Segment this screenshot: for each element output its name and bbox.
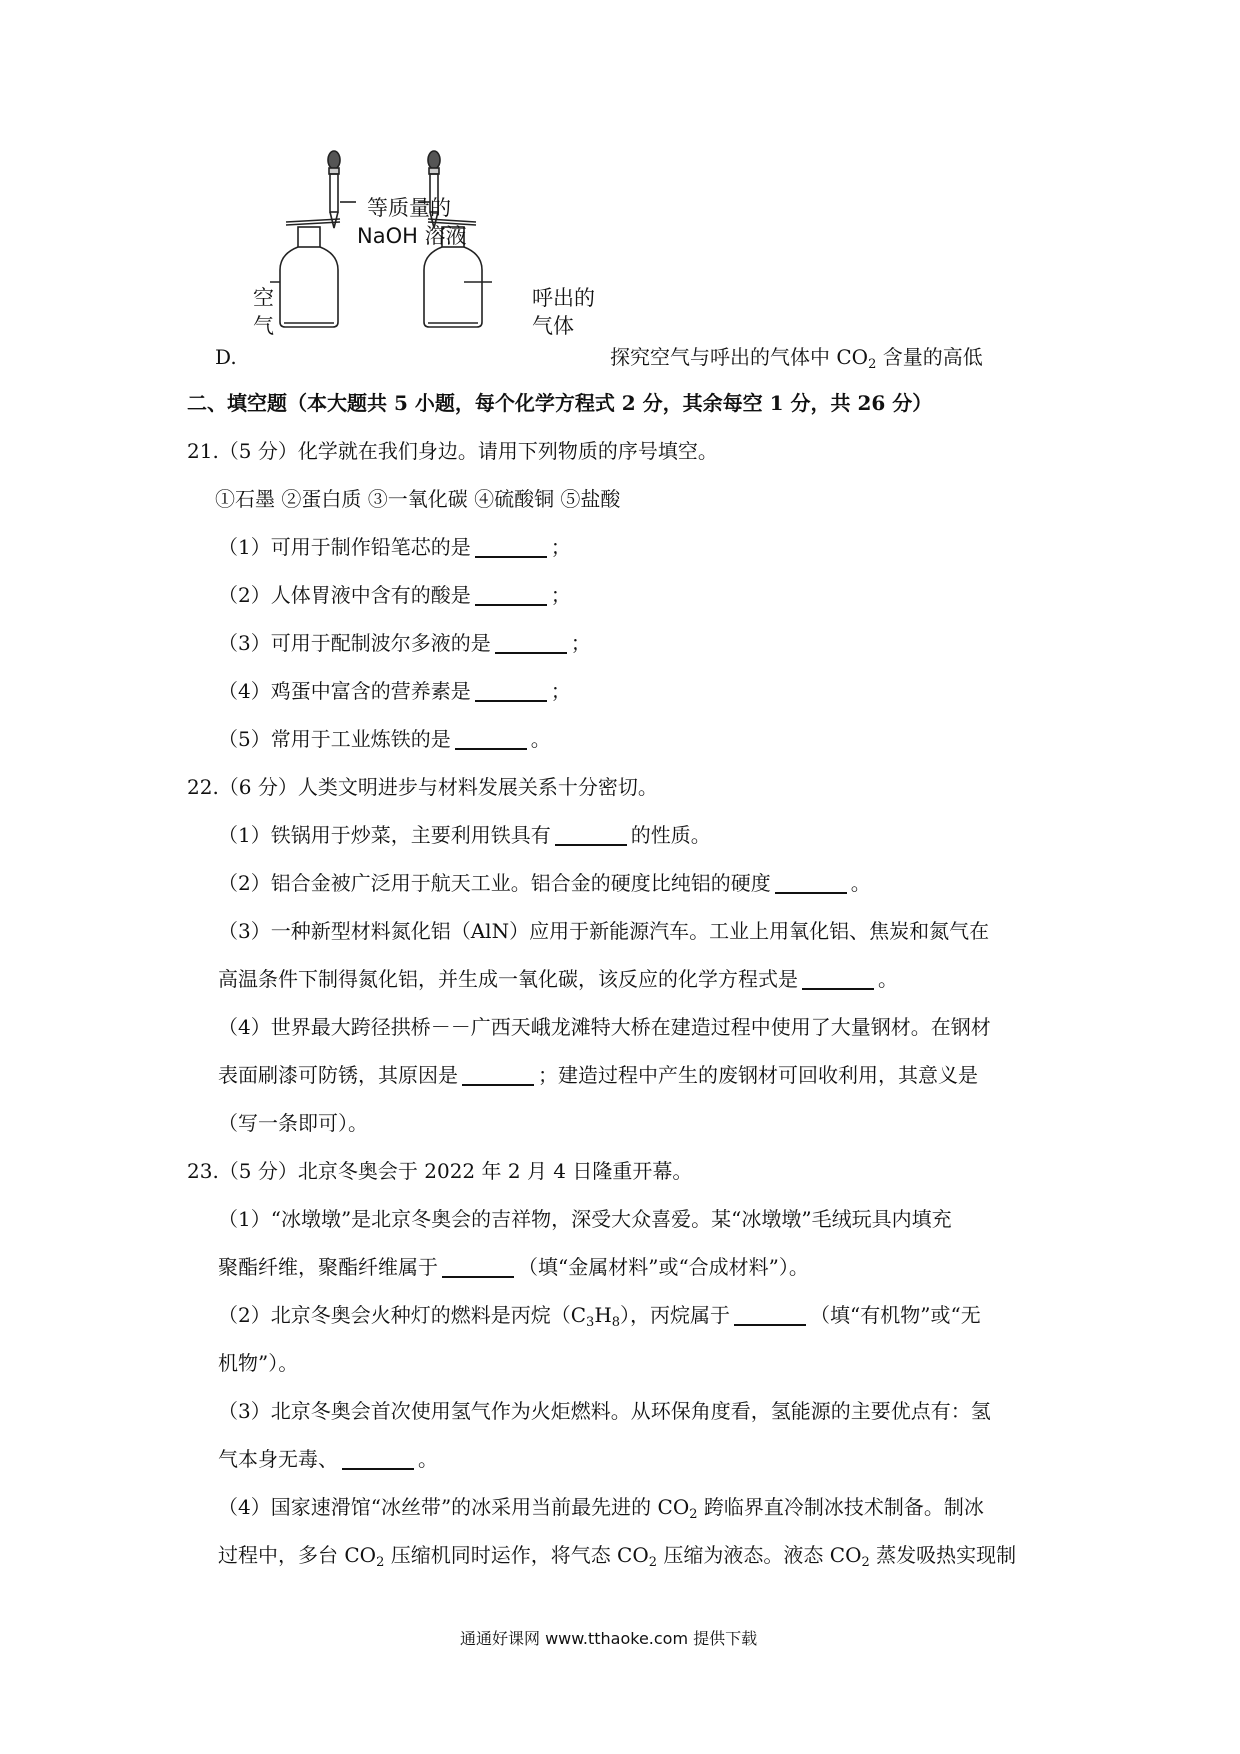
q22-part2: （2）铝合金被广泛用于航天工业。铝合金的硬度比纯铝的硬度 。	[218, 871, 871, 895]
q23-part3-line2: 气本身无毒、 。	[218, 1447, 438, 1471]
answer-blank[interactable]	[475, 584, 547, 606]
left-bottle-label-1: 空	[253, 286, 274, 310]
section-heading: 二、填空题（本大题共 5 小题，每个化学方程式 2 分，其余每空 1 分，共 26 分）	[187, 391, 933, 415]
answer-blank[interactable]	[734, 1304, 806, 1326]
q21-part5: （5）常用于工业炼铁的是 。	[218, 727, 551, 751]
answer-blank[interactable]	[475, 536, 547, 558]
reagent-label-line2: NaOH 溶液	[357, 224, 467, 248]
reagent-label-line1: 等质量的	[367, 196, 451, 220]
q23-part4-line1: （4）国家速滑馆“冰丝带”的冰采用当前最先进的 $CO_2$ 跨临界直冷制冰技术制备。制冰	[218, 1495, 984, 1522]
answer-blank[interactable]	[475, 680, 547, 702]
dropper-left	[328, 151, 340, 228]
q23-part1-line1: （1）“冰墩墩”是北京冬奥会的吉祥物，深受大众喜爱。某“冰墩墩”毛绒玩具内填充	[218, 1207, 952, 1231]
q21-options: ①石墨 ②蛋白质 ③一氧化碳 ④硫酸铜 ⑤盐酸	[215, 487, 621, 511]
q22-stem: 22.（6 分）人类文明进步与材料发展关系十分密切。	[187, 775, 658, 799]
q21-part3: （3）可用于配制波尔多液的是 ；	[218, 631, 591, 655]
q21-part1: （1）可用于制作铅笔芯的是 ；	[218, 535, 571, 559]
q22-part4-line2: 表面刷漆可防锈，其原因是 ；建造过程中产生的废钢材可回收利用，其意义是	[218, 1063, 978, 1087]
right-bottle-label-2: 气体	[532, 314, 574, 338]
q23-part4-line2: 过程中，多台 $CO_2$ 压缩机同时运作，将气态 $CO_2$ 压缩为液态。液态 $CO_2$ 蒸发吸热实现制	[218, 1543, 1017, 1570]
q21-stem: 21.（5 分）化学就在我们身边。请用下列物质的序号填空。	[187, 439, 718, 463]
page-footer: 通通好课网 www.tthaoke.com 提供下载	[460, 1629, 758, 1648]
answer-blank[interactable]	[495, 632, 567, 654]
q21-part2: （2）人体胃液中含有的酸是 ；	[218, 583, 571, 607]
q22-part1: （1）铁锅用于炒菜，主要利用铁具有 的性质。	[218, 823, 711, 847]
answer-blank[interactable]	[442, 1256, 514, 1278]
bottle-left	[270, 219, 340, 327]
answer-blank[interactable]	[342, 1448, 414, 1470]
q23-part1-line2: 聚酯纤维，聚酯纤维属于 （填“金属材料”或“合成材料”）。	[218, 1255, 809, 1279]
answer-blank[interactable]	[802, 968, 874, 990]
answer-blank[interactable]	[775, 872, 847, 894]
q22-part4-line1: （4）世界最大跨径拱桥－－广西天峨龙滩特大桥在建造过程中使用了大量钢材。在钢材	[218, 1015, 991, 1039]
bottles-diagram	[270, 150, 690, 350]
option-label: D.	[215, 345, 237, 369]
answer-blank[interactable]	[462, 1064, 534, 1086]
q21-part4: （4）鸡蛋中富含的营养素是 ；	[218, 679, 571, 703]
q22-part4-line3: （写一条即可）。	[218, 1111, 368, 1135]
q23-part2-line2: 机物”）。	[218, 1351, 299, 1375]
left-bottle-label-2: 气	[253, 314, 274, 338]
answer-blank[interactable]	[455, 728, 527, 750]
right-bottle-label-1: 呼出的	[532, 286, 595, 310]
q23-part3-line1: （3）北京冬奥会首次使用氢气作为火炬燃料。从环保角度看，氢能源的主要优点有：氢	[218, 1399, 991, 1423]
answer-blank[interactable]	[555, 824, 627, 846]
figure-caption: 探究空气与呼出的气体中 $CO_2$ 含量的高低	[610, 345, 983, 372]
q23-part2-line1: （2）北京冬奥会火种灯的燃料是丙烷$(C_3H_8)$，丙烷属于 （填“有机物”或“无	[218, 1303, 981, 1330]
q23-stem: 23.（5 分）北京冬奥会于 2022 年 2 月 4 日隆重开幕。	[187, 1159, 693, 1183]
q22-part3-line2: 高温条件下制得氮化铝，并生成一氧化碳，该反应的化学方程式是 。	[218, 967, 898, 991]
q22-part3-line1: （3）一种新型材料氮化铝（AlN）应用于新能源汽车。工业上用氧化铝、焦炭和氮气在	[218, 919, 990, 943]
